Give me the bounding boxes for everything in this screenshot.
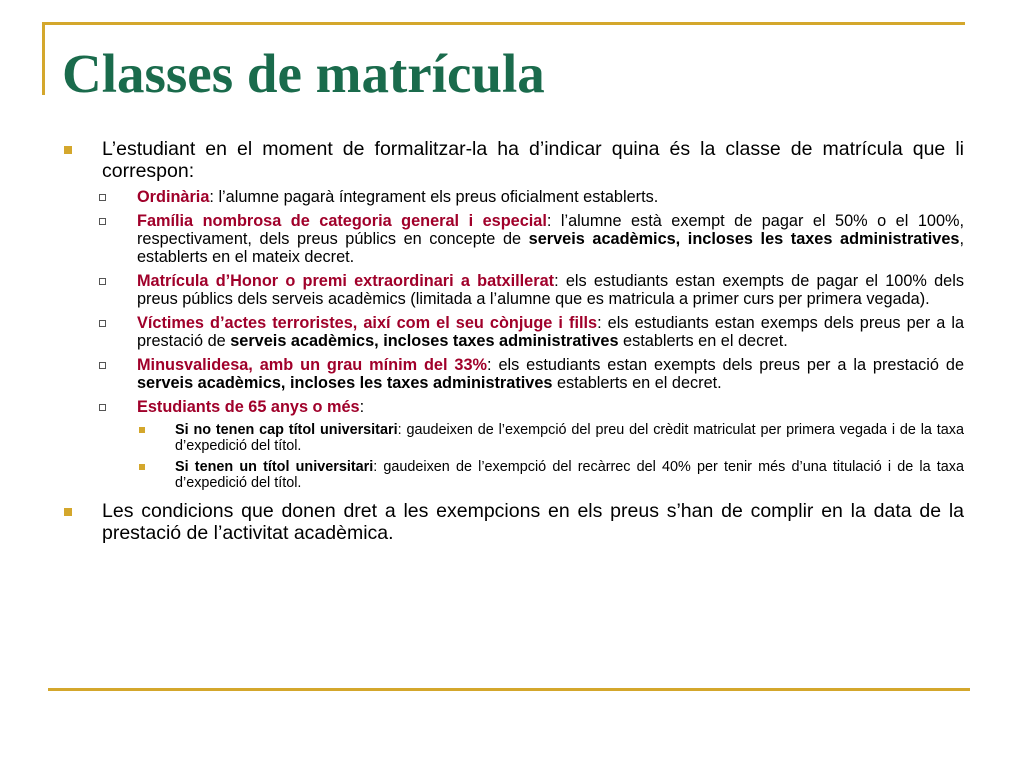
frame-left-line	[42, 22, 45, 95]
class-description-end: , establerts en el mateix decret.	[137, 230, 964, 266]
class-ordinaria	[62, 188, 964, 206]
class-description: :	[359, 398, 365, 416]
square-bullet-icon	[139, 464, 145, 470]
senior-description: : gaudeixen de l’exempció del preu del crèdit matriculat per primera vegada i de la taxa d’expedició del títol.	[175, 422, 964, 454]
hollow-square-bullet-icon	[99, 218, 106, 225]
class-description-end: establerts en el decret.	[618, 332, 788, 350]
class-familia-nombrosa	[62, 212, 964, 266]
bullet-intro-text: L’estudiant en el moment de formalitzar-la ha d’indicar quina és la classe de matrícula que li correspon:	[102, 138, 964, 182]
class-minusvalidesa	[62, 356, 964, 392]
class-estudiants-65	[62, 398, 964, 416]
bullet-conditions	[62, 500, 964, 544]
class-description: : els estudiants estan exemps dels preus per a la prestació de	[137, 314, 964, 350]
hollow-square-bullet-icon	[99, 278, 106, 285]
senior-label: Si tenen un títol universitari	[175, 459, 374, 475]
hollow-square-bullet-icon	[99, 362, 106, 369]
senior-no-degree	[62, 422, 964, 454]
hollow-square-bullet-icon	[99, 194, 106, 201]
square-bullet-icon	[139, 427, 145, 433]
senior-label: Si no tenen cap títol universitari	[175, 422, 398, 438]
frame-bottom-line	[48, 688, 970, 691]
bullet-conditions-text: Les condicions que donen dret a les exempcions en els preus s’han de complir en la data de la prestació de l’activitat acadèmica.	[102, 500, 964, 544]
frame-top-line	[42, 22, 965, 25]
slide-content	[62, 138, 964, 544]
bullet-intro	[62, 138, 964, 182]
class-matricula-honor	[62, 272, 964, 308]
class-emphasis: serveis acadèmics, incloses les taxes administratives	[137, 374, 553, 392]
class-description-end: establerts en el decret.	[552, 374, 722, 392]
class-emphasis: serveis acadèmics, incloses taxes administratives	[230, 332, 619, 350]
senior-description: : gaudeixen de l’exempció del recàrrec del 40% per tenir més d’una titulació i de la taxa d’expedició del títol.	[175, 459, 964, 491]
class-victimes-terrorisme	[62, 314, 964, 350]
hollow-square-bullet-icon	[99, 320, 106, 327]
slide-title: Classes de matrícula	[62, 43, 545, 104]
class-label: Minusvalidesa, amb un grau mínim del 33%	[137, 356, 488, 374]
senior-with-degree	[62, 459, 964, 491]
class-label: Matrícula d’Honor o premi extraordinari a batxillerat	[137, 272, 555, 290]
class-emphasis: serveis acadèmics, incloses les taxes administratives	[528, 230, 960, 248]
class-label: Ordinària	[137, 188, 210, 206]
hollow-square-bullet-icon	[99, 404, 106, 411]
square-bullet-icon	[64, 508, 72, 516]
class-label: Víctimes d’actes terroristes, així com el seu cònjuge i fills	[137, 314, 598, 332]
square-bullet-icon	[64, 146, 72, 154]
class-label: Família nombrosa de categoria general i especial	[137, 212, 547, 230]
class-description: : l’alumne pagarà íntegrament els preus oficialment establerts.	[209, 188, 659, 206]
class-description: : els estudiants estan exempts de pagar el 100% dels preus públics dels serveis acadèmics (limitada a l’alumne que es matricula a primer curs per primera vegada).	[137, 272, 964, 308]
class-description: : els estudiants estan exempts dels preus per a la prestació de	[487, 356, 965, 374]
class-label: Estudiants de 65 anys o més	[137, 398, 360, 416]
class-description: : l’alumne està exempt de pagar el 50% o el 100%, respectivament, dels preus públics en concepte de	[137, 212, 964, 248]
